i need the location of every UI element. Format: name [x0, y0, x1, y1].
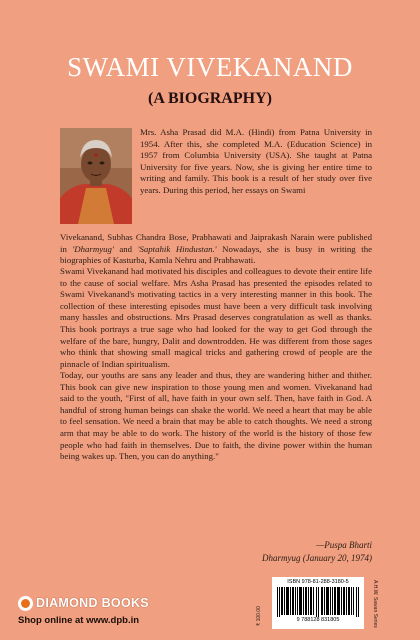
author-bio-and: and — [113, 243, 138, 254]
book-description-paragraph: Swami Vivekanand had motivated his disciples and colleagues to devote their entire life to the cause of social welfare. Mrs Asha Prasad has presented the episodes related to Swami Vivekanand's motivating tactics in a very interesting manner in this book. The collection of these interesting episodes must have been a very difficult task involving many hassles and obstructions. Mrs Prasad deserves congratulation as well as thanks. This book portrays a true sage who had looked for the way to get God through the welfare of the bare, hungry, Dalit and downtrodden. He was different from those sages who think that showing small magical tricks and gathering crowd of people are the pinnacle of Indian spiritualism. — [60, 266, 372, 369]
author-bio-text-1: Mrs. Asha Prasad did M.A. (Hindi) from Patna University in 1954. After this, she completed M.A. (Education Science) in 1957 from Columbia University (USA). She taught at Patna University for five years. Now, she is giving her entire time to writing and family. This book is a result of her study over five years. During this period, her essays on Swami — [140, 127, 372, 195]
diamond-books-logo-icon — [18, 596, 33, 611]
quote-attribution-source: Dharmyug (January 20, 1974) — [262, 553, 372, 563]
price-vertical-text: ₹ 100.00 — [256, 606, 262, 626]
series-vertical-text: A.H.W. Sawan Series — [372, 580, 378, 628]
publisher-name: DIAMOND BOOKS — [36, 596, 149, 610]
author-portrait-image — [60, 128, 132, 224]
author-bio-text-3: Nowadays, she is busy in writing the biographies of Kasturba, Kamla Nehru and Prabhawati. — [60, 243, 372, 266]
book-title: SWAMI VIVEKANAND — [67, 52, 353, 82]
publication-dharmyug: 'Dharmyug' — [72, 243, 114, 254]
author-bio-wrapped — [140, 127, 372, 197]
book-subtitle: (A BIOGRAPHY) — [148, 90, 272, 107]
barcode-icon — [275, 587, 361, 617]
publication-saptahik-hindustan: 'Saptahik Hindustan.' — [137, 243, 217, 254]
isbn-digits: 9 788128 831805 — [296, 617, 340, 623]
quote-attribution-author: —Puspa Bharti — [316, 540, 372, 550]
publisher-logo — [18, 593, 149, 613]
author-photo — [60, 128, 132, 224]
vivekanand-quote-paragraph: Today, our youths are sans any leader and thus, they are wandering hither and thither. This book can give new inspiration to those young men and women. Vivekanand had said to the youth, "First of all, have faith in your own self. Then, have faith in God. A handful of strong human beings can shake the world. We need a heart that may be able to feel sensation. We need a brain that may be able to catch thoughts. We need a strong arm that may be able to do work. The history of the world is the history of those few people who had faith in themselves. Due to faith, the divine power within the human being wakes up. Then, you can do anything." — [60, 370, 372, 462]
isbn-barcode — [272, 577, 364, 629]
isbn-number: ISBN 978-81-288-3180-5 — [287, 579, 349, 585]
shop-online-link[interactable]: Shop online at www.dpb.in — [18, 615, 140, 626]
author-bio-continued — [60, 232, 372, 267]
author-bio-text-2: Vivekanand, Subhas Chandra Bose, Prabhawati and Jaiprakash Narain were published in — [60, 232, 372, 254]
